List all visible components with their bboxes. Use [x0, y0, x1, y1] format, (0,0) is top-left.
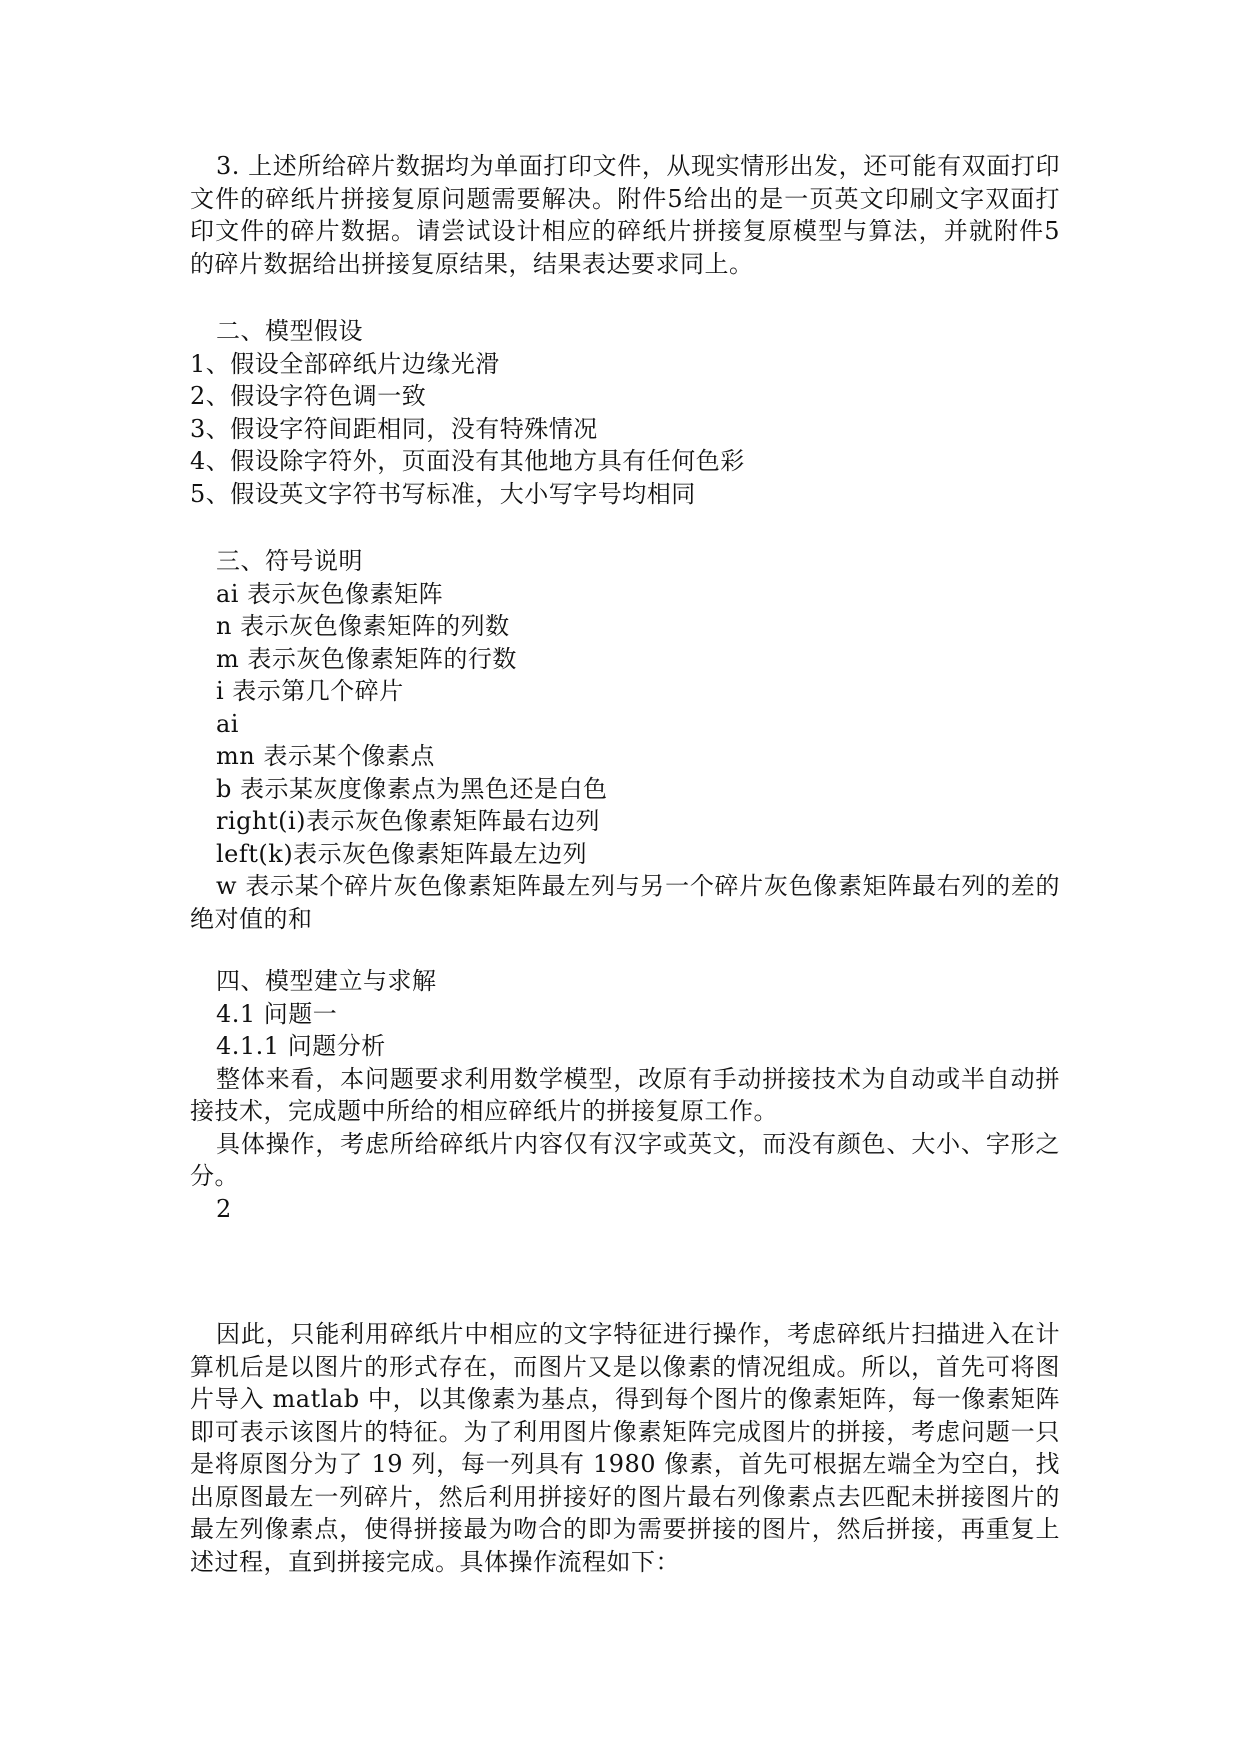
symbol-item: b 表示某灰度像素点为黑色还是白色: [216, 774, 608, 803]
assumption-item: 5、假设英文字符书写标准，大小写字号均相同: [190, 479, 696, 508]
symbol-item: right(i)表示灰色像素矩阵最右边列: [216, 807, 601, 835]
symbol-item: left(k)表示灰色像素矩阵最左边列: [216, 839, 588, 868]
analysis-paragraph-2: 具体操作，考虑所给碎纸片内容仅有汉字或英文，而没有颜色、大小、字形之分。: [190, 1129, 1060, 1190]
model-heading: 四、模型建立与求解: [216, 967, 437, 995]
assumption-item: 3、假设字符间距相同，没有特殊情况: [190, 414, 598, 443]
assumptions-section: [190, 315, 1060, 510]
question-3-paragraph: 3. 上述所给碎片数据均为单面打印文件，从现实情形出发，还可能有双面打印文件的碎纸片拼接复原问题需要解决。附件5给出的是一页英文印刷文字双面打印文件的碎片数据。请尝试设计相应的碎纸片拼接复原模型与算法，并就附件5的碎片数据给出拼接复原结果，结果表达要求同上。: [190, 152, 1060, 278]
assumption-item: 4、假设除字符外，页面没有其他地方具有任何色彩: [190, 447, 745, 475]
subsubsection-heading: 4.1.1 问题分析: [216, 1032, 386, 1060]
subsection-heading: 4.1 问题一: [216, 999, 338, 1028]
model-section: [190, 965, 1060, 1225]
question-3-block: [190, 150, 1060, 280]
assumption-item: 1、假设全部碎纸片边缘光滑: [190, 349, 500, 378]
assumptions-heading: 二、模型假设: [216, 317, 363, 345]
symbol-item: ai 表示灰色像素矩阵: [216, 579, 444, 608]
symbol-item: i 表示第几个碎片: [216, 677, 404, 705]
continuation-block: [190, 1318, 1060, 1578]
symbol-item-w: w 表示某个碎片灰色像素矩阵最左列与另一个碎片灰色像素矩阵最右列的差的绝对值的和: [190, 872, 1060, 933]
symbol-item: n 表示灰色像素矩阵的列数: [216, 612, 510, 640]
symbol-item: m 表示灰色像素矩阵的行数: [216, 644, 517, 673]
symbols-heading: 三、符号说明: [216, 547, 363, 575]
page-number: 2: [216, 1194, 232, 1223]
analysis-paragraph-1: 整体来看，本问题要求利用数学模型，改原有手动拼接技术为自动或半自动拼接技术，完成题中所给的相应碎纸片的拼接复原工作。: [190, 1064, 1060, 1125]
symbols-section: [190, 545, 1060, 935]
continuation-paragraph: 因此，只能利用碎纸片中相应的文字特征进行操作，考虑碎纸片扫描进入在计算机后是以图片的形式存在，而图片又是以像素的情况组成。所以，首先可将图片导入 matlab 中，以其像素为基点，得到每个图片的像素矩阵，每一像素矩阵即可表示该图片的特征。为了利用图片像素矩阵完成图片的拼接，考虑问题一只是将原图分为了 19 列，每一列具有 1980 像素，首先可根据左端全为空白，找出原图最左一列碎片，然后利用拼接好的图片最右列像素点去匹配未拼接图片的最左列像素点，使得拼接最为吻合的即为需要拼接的图片，然后拼接，再重复上述过程，直到拼接完成。具体操作流程如下：: [190, 1320, 1060, 1576]
symbol-item: mn 表示某个像素点: [216, 742, 435, 770]
assumption-item: 2、假设字符色调一致: [190, 382, 427, 410]
symbol-item: ai: [216, 709, 239, 738]
